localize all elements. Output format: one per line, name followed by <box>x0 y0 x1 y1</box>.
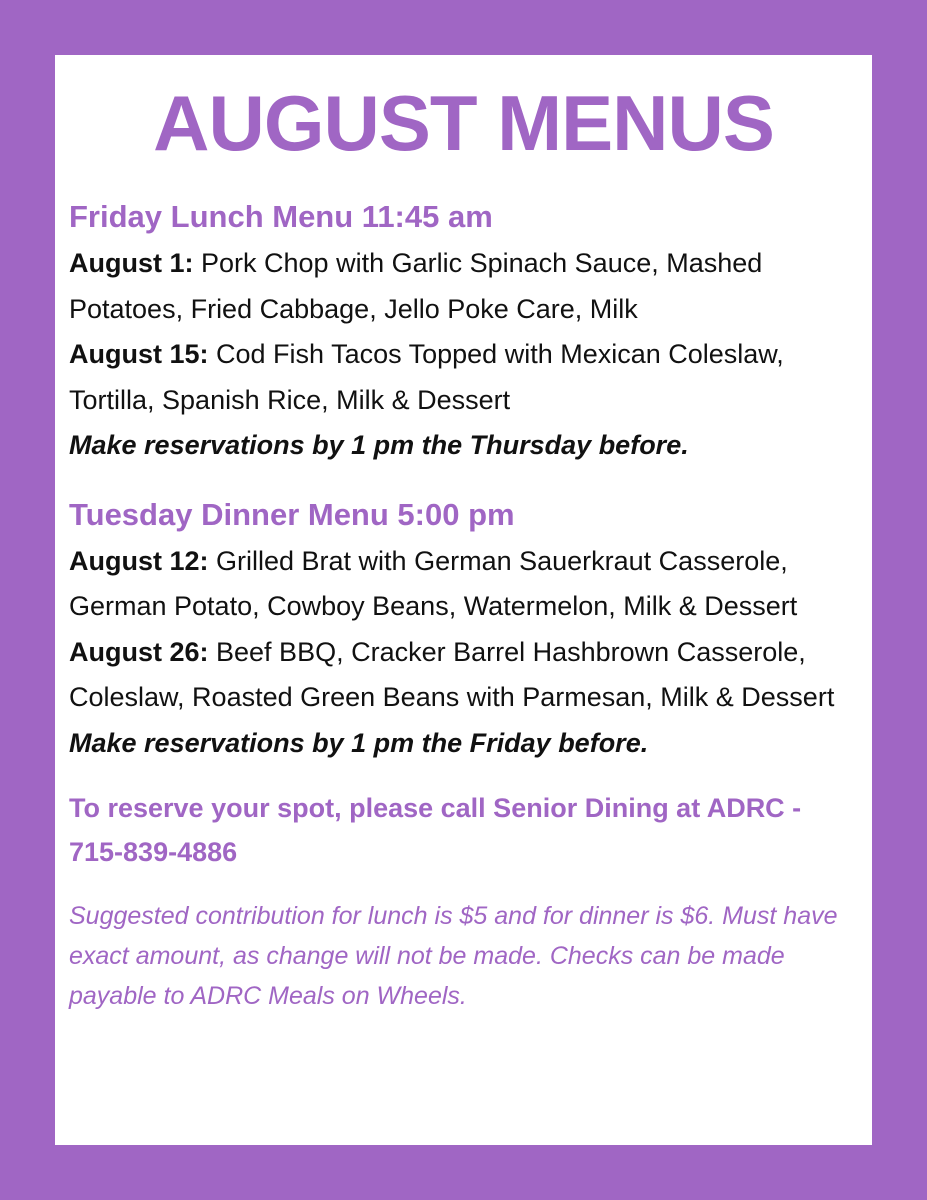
page-title: AUGUST MENUS <box>153 79 774 167</box>
dinner-entry <box>69 539 858 630</box>
dinner-entry-date: August 26: <box>69 636 209 667</box>
lunch-entry-date: August 15: <box>69 339 209 369</box>
lunch-entry <box>69 241 858 332</box>
dinner-entry <box>69 630 858 721</box>
lunch-entry-text: Pork Chop with Garlic Spinach Sauce, Mashed Potatoes, Fried Cabbage, Jello Poke Care, Milk <box>69 248 763 324</box>
lunch-entry <box>69 332 858 423</box>
reservation-contact: To reserve your spot, please call Senior Dining at ADRC - 715-839-4886 <box>69 793 802 867</box>
lunch-menu-heading: Friday Lunch Menu 11:45 am <box>69 199 493 234</box>
dinner-menu-heading: Tuesday Dinner Menu 5:00 pm <box>69 496 515 532</box>
dinner-reservation-note: Make reservations by 1 pm the Friday before. <box>69 727 649 758</box>
dinner-entry-date: August 12: <box>69 545 209 576</box>
menu-card <box>55 55 872 1145</box>
contribution-note: Suggested contribution for lunch is $5 and for dinner is $6. Must have exact amount, as change will not be made. Checks can be made payable to ADRC Meals on Wheels. <box>69 902 838 1010</box>
lunch-entry-text: Cod Fish Tacos Topped with Mexican Coleslaw, Tortilla, Spanish Rice, Milk & Dessert <box>69 339 784 415</box>
dinner-entry-text: Grilled Brat with German Sauerkraut Casserole, German Potato, Cowboy Beans, Watermelon, Milk & Dessert <box>69 545 798 621</box>
lunch-entry-date: August 1: <box>69 248 194 278</box>
dinner-entry-text: Beef BBQ, Cracker Barrel Hashbrown Casserole, Coleslaw, Roasted Green Beans with Parmesan, Milk & Dessert <box>69 636 835 712</box>
lunch-reservation-note: Make reservations by 1 pm the Thursday before. <box>69 430 689 460</box>
